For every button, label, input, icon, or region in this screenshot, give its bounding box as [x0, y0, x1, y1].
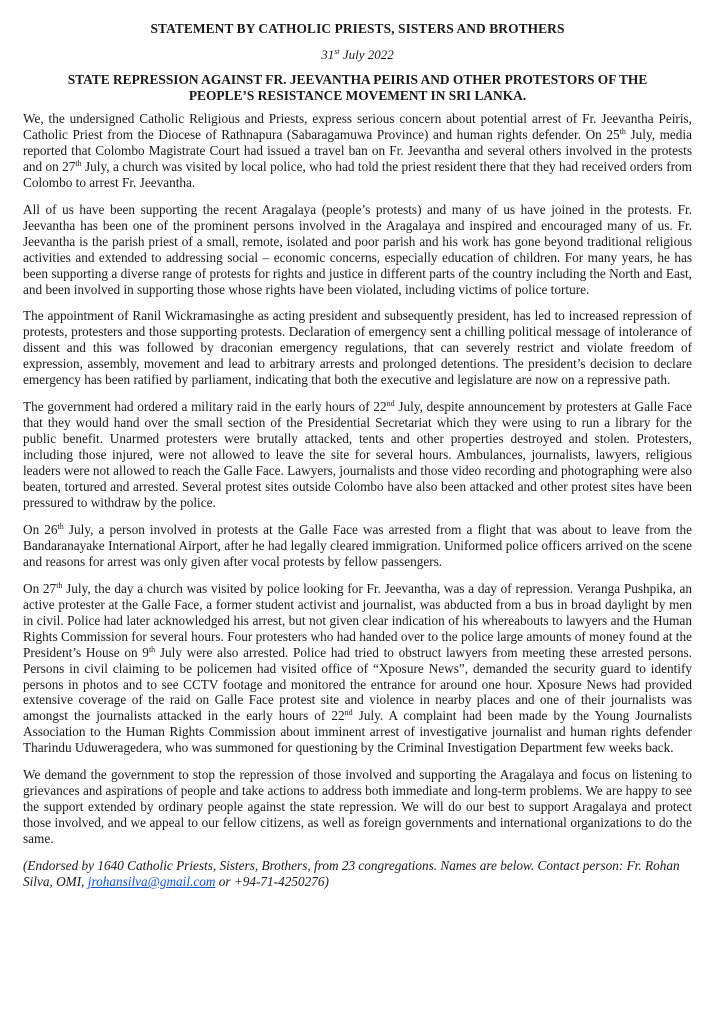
statement-heading: STATEMENT BY CATHOLIC PRIESTS, SISTERS AND BROTHERS	[150, 21, 565, 36]
paragraph-text: The government had ordered a military raid in the early hours of 22	[23, 399, 387, 415]
paragraph-demands: We demand the government to stop the repression of those involved and supporting the Aragalaya and focus on listening to grievances and aspirations of people and take actions to address both immediate and long-term problems. We are happy to see the support extended by ordinary people against the state repression. We will do our best to support Aragalaya and protect those involved, and we appeal to our fellow citizens, as well as foreign governments and international organizations to do the same.	[23, 767, 692, 847]
paragraph-text: On 27	[23, 580, 57, 596]
date-day: 31	[321, 47, 335, 62]
paragraph-text: July, media reported that Colombo Magistrate Court had issued a travel ban on Fr. Jeevantha and several others involved in the protests and on 27	[23, 126, 692, 174]
ordinal-suffix: th	[148, 644, 156, 654]
date-month-year: July 2022	[339, 47, 394, 62]
paragraph-text: July, the day a church was visited by police looking for Fr. Jeevantha, was a day of repression. Veranga Pushpika, an active protester at the Galle Face, a former student activist and journalist, was abducted from a bus in broad daylight by men in civil. Police had later acknowledged his arrest, but not given clear indication of his whereabouts to lawyers and the Human Rights Commission for several hours. Four protesters who had handed over to the police large amounts of money found at the President’s House on 9	[23, 580, 692, 660]
ordinal-suffix: nd	[344, 708, 353, 718]
paragraph-text: July. A complaint had been made by the Young Journalists Association to the Human Rights Commission about imminent arrest of investigative journalist and human rights defender Tharindu Uduweragedera, who was summoned for questioning by the Criminal Investigation Department few weeks back.	[23, 708, 692, 756]
ordinal-suffix: th	[619, 126, 626, 136]
paragraph-text: We, the undersigned Catholic Religious and Priests, express serious concern about potential arrest of Fr. Jeevantha Peiris, Catholic Priest from the Diocese of Rathnapura (Sabaragamuwa Province) and human rights defender. On 25	[23, 111, 692, 142]
subheading-line-2: PEOPLE’S RESISTANCE MOVEMENT IN SRI LANKA.	[188, 88, 527, 103]
paragraph-text: July were also arrested. Police had tried to obstruct lawyers from meeting these arrested persons. Persons in civil claiming to be policemen had visited office of “Xposure News”, demanded the security guard to identify persons in photos and to see CCTV footage and monitored the entrance for around one hour. Xposure News had provided extensive coverage of the raid on Galle Face protest site and violence in nearby places and one of their journalists was amongst the journalists attacked in the early hours of 22	[23, 644, 692, 724]
paragraph-text: July, despite announcement by protesters at Galle Face that they would hand over the small section of the Presidential Secretariat which they were using to run a library for the public benefit. Unarmed protesters were brutally attacked, tents and other properties destroyed and stolen. Protesters, including those injured, were not allowed to leave the site for several hours. Ambulances, journalists, lawyers, religious leaders were not allowed to reach the Galle Face. Lawyers, journalists and those video recording and photographing were also beaten, tortured and arrested. Several protest sites outside Colombo have also been attacked and other protest sites have been pressured to withdraw by the police.	[23, 399, 692, 510]
endorsement-text: (Endorsed by 1640 Catholic Priests, Sisters, Brothers, from 23 congregations. Names are below. Contact person: Fr. Rohan Silva, OMI,	[23, 858, 680, 890]
paragraph-military-raid	[23, 399, 692, 511]
ordinal-suffix: th	[57, 521, 64, 531]
paragraph-text: July, a person involved in protests at the Galle Face was arrested from a flight that was about to leave from the Bandaranayake International Airport, after he had legally cleared immigration. Uniformed police officers arrived on the scene and reasons for arrest was only given after vocal protests by fellow passengers.	[23, 521, 692, 569]
subheading-line-1: STATE REPRESSION AGAINST FR. JEEVANTHA PEIRIS AND OTHER PROTESTORS OF THE	[67, 72, 648, 87]
endorsement-note	[23, 858, 692, 890]
contact-email-link[interactable]: jrohansilva@gmail.com	[87, 874, 216, 890]
ordinal-suffix: th	[56, 580, 63, 590]
statement-subheading	[23, 72, 692, 104]
statement-date	[23, 47, 692, 63]
paragraph-aragalaya: All of us have been supporting the recent Aragalaya (people’s protests) and many of us have joined in the protests. Fr. Jeevantha has been one of the prominent persons involved in the Aragalaya and inspired and encouraged many of us. Fr. Jeevantha is the parish priest of a small, remote, isolated and poor parish and his work has gone beyond traditional religious activities and extended to addressing social – economic concerns, especially education of children. For many years, he has been supporting a diverse range of protests for rights and justice in different parts of the country including the North and East, and been involved in supporting those whose rights have been violated, including victims of police torture.	[23, 201, 692, 297]
date-day-suffix: st	[334, 47, 340, 56]
paragraph-day-of-repression	[23, 581, 692, 756]
paragraph-airport-arrest	[23, 522, 692, 570]
paragraph-repression: The appointment of Ranil Wickramasinghe as acting president and subsequently president, has led to increased repression of protests, protesters and those supporting protests. Declaration of emergency sent a chilling political message of intolerance of dissent and this was followed by draconian emergency regulations, that can severely restrict and violate freedom of expression, assembly, movement and lead to arbitrary arrests and prolonged detentions. The president’s decision to declare emergency has been ratified by parliament, indicating that both the executive and legislature are now on a repressive path.	[23, 308, 692, 388]
endorsement-phone: or +94-71-4250276)	[215, 874, 329, 890]
ordinal-suffix: nd	[386, 399, 395, 409]
paragraph-text: July, a church was visited by local police, who had told the priest resident there that they had received orders from Colombo to arrest Fr. Jeevantha.	[23, 158, 692, 190]
paragraph-concern	[23, 111, 692, 191]
paragraph-text: On 26	[23, 521, 58, 537]
ordinal-suffix: th	[75, 158, 82, 168]
